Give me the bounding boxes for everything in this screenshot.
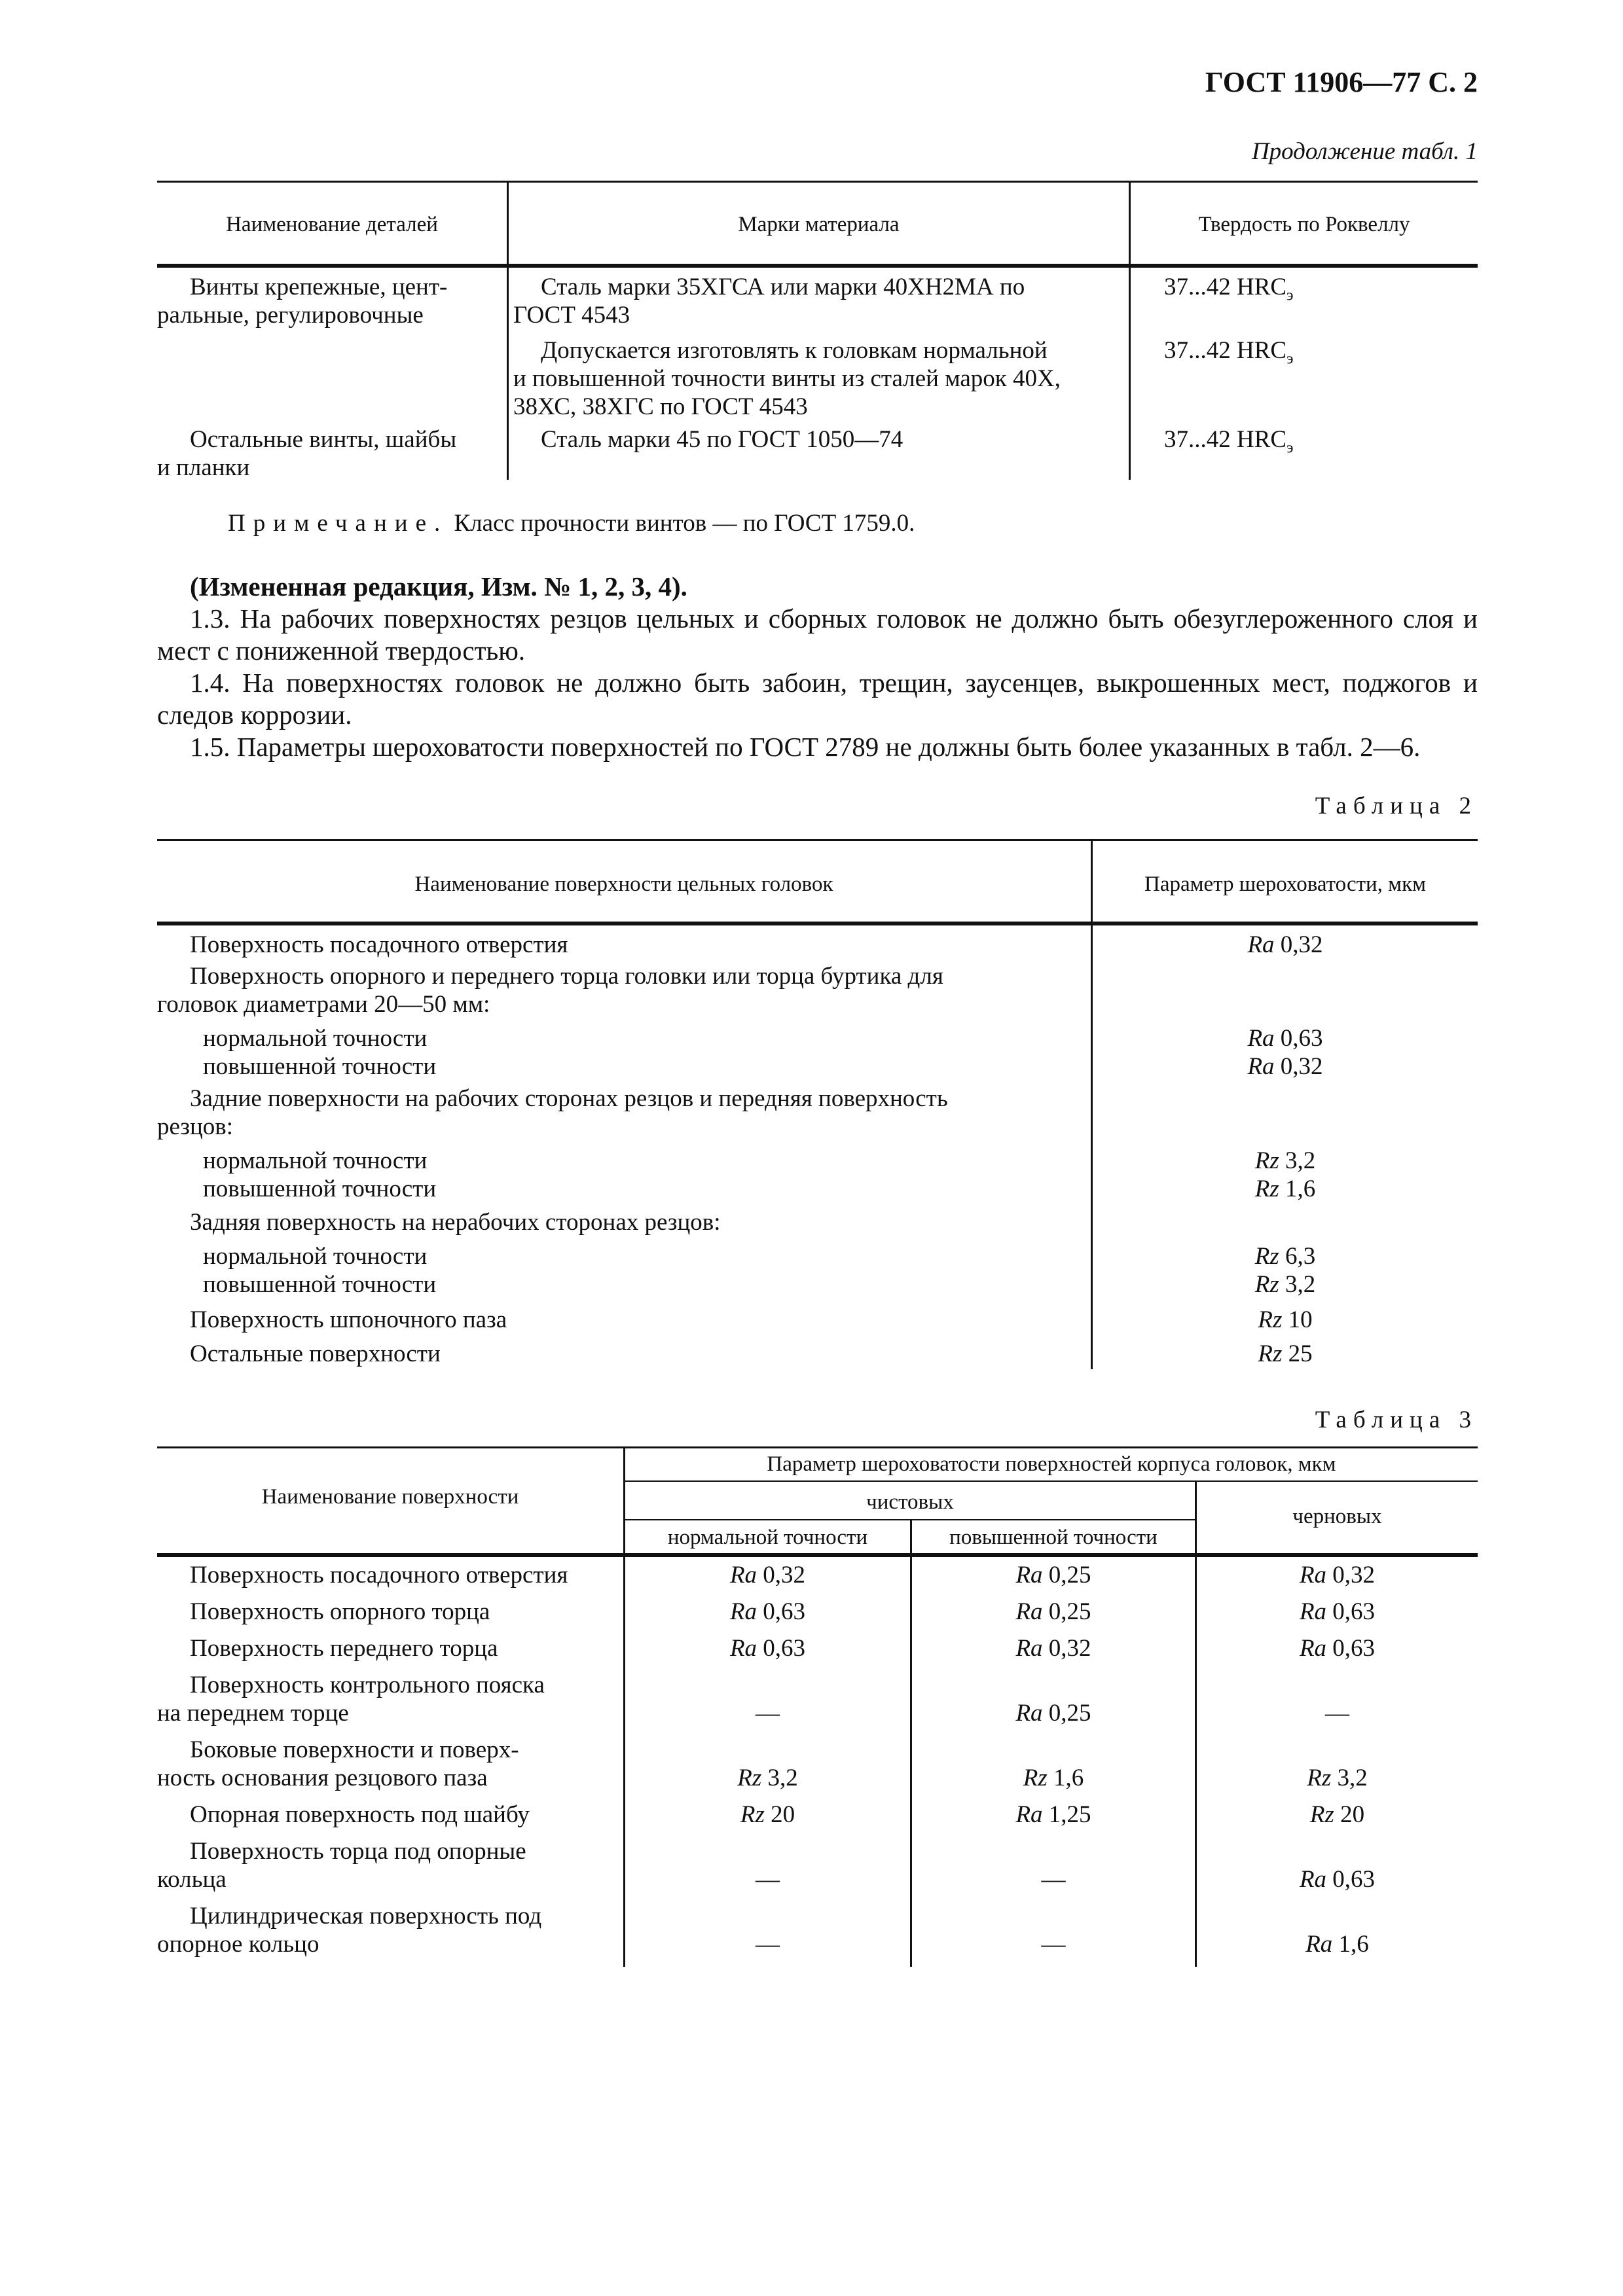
table-1-hardness: 37...42 $HRC_э$ bbox=[1164, 274, 1294, 304]
table-3-value-high: Rz 1,6 bbox=[1023, 1765, 1084, 1791]
table-2-surface-name: Задние поверхности на рабочих сторонах резцов и передняя поверхность bbox=[190, 1085, 948, 1112]
table-3-value-normal: Ra 0,63 bbox=[729, 1598, 806, 1625]
note-label: Примечание. bbox=[228, 510, 448, 537]
table-1-top-rule bbox=[157, 181, 1478, 183]
table-3-value-high: — bbox=[1041, 1866, 1066, 1893]
table-3-value-rough: — bbox=[1325, 1700, 1349, 1727]
table-1-material: Сталь марки 35ХГСА или марки 40ХН2МА по bbox=[541, 274, 1025, 300]
table-2-surface-name: резцов: bbox=[157, 1113, 234, 1140]
table-3-value-normal: Ra 0,63 bbox=[729, 1635, 806, 1662]
table-3-surface-name: кольца bbox=[157, 1866, 227, 1893]
table-3-value-normal: Rz 20 bbox=[740, 1801, 795, 1828]
table-3-top-rule bbox=[157, 1446, 1478, 1448]
table-3-column-header: нормальной точности bbox=[667, 1526, 868, 1549]
table-1-column-header: Наименование деталей bbox=[226, 213, 438, 236]
table-3-value-normal: — bbox=[756, 1700, 780, 1727]
table-3-value-high: Ra 0,32 bbox=[1015, 1635, 1091, 1662]
table-3-header-rule bbox=[157, 1553, 1478, 1557]
table-2-roughness: Ra 0,63 bbox=[1247, 1025, 1323, 1052]
table-1-part-name: ральные, регулировочные bbox=[157, 302, 424, 329]
table-3-value-high: Ra 0,25 bbox=[1015, 1598, 1091, 1625]
table-1-material: 38ХС, 38ХГС по ГОСТ 4543 bbox=[513, 393, 808, 420]
table-3-surface-name: Поверхность контрольного пояска bbox=[190, 1672, 545, 1698]
clause-1-5: 1.5. Параметры шероховатости поверхностей по ГОСТ 2789 не должны быть более указанных в табл. 2—6. bbox=[190, 732, 1421, 762]
table-1-header-rule bbox=[157, 264, 1478, 268]
table-2-top-rule bbox=[157, 839, 1478, 841]
table-2-surface-name: Поверхность опорного и переднего торца головки или торца буртика для bbox=[190, 963, 943, 990]
table-2-caption: Таблица 2 bbox=[1315, 793, 1478, 819]
table-3-value-high: — bbox=[1041, 1931, 1066, 1958]
table-3-surface-name: на переднем торце bbox=[157, 1700, 349, 1727]
table-3-surface-name: Поверхность торца под опорные bbox=[190, 1838, 526, 1865]
table-2-roughness: Rz 10 bbox=[1258, 1306, 1313, 1333]
table-2-surface-name: повышенной точности bbox=[203, 1053, 437, 1080]
table-1-material: Допускается изготовлять к головкам нормальной bbox=[541, 337, 1048, 364]
table-1-part-name: Винты крепежные, цент- bbox=[190, 274, 448, 300]
table-2-roughness: Rz 3,2 bbox=[1254, 1271, 1316, 1298]
document-reference: ГОСТ 11906—77 С. 2 bbox=[1205, 66, 1478, 98]
table-2-header-rule bbox=[157, 922, 1478, 925]
table-2-roughness: Ra 0,32 bbox=[1247, 931, 1323, 958]
table-3-value-rough: Ra 1,6 bbox=[1305, 1931, 1369, 1958]
table-2-surface-name: Поверхность посадочного отверстия bbox=[190, 931, 568, 958]
table-1-column-header: Марки материала bbox=[738, 213, 900, 236]
table-3-value-high: Ra 0,25 bbox=[1015, 1700, 1091, 1727]
table-3-surface-name: опорное кольцо bbox=[157, 1931, 319, 1958]
table-3-surface-name: Поверхность переднего торца bbox=[190, 1635, 498, 1662]
table-3-column-header: Наименование поверхности bbox=[261, 1485, 519, 1509]
table-3-surface-name: ность основания резцового паза bbox=[157, 1765, 488, 1791]
table-continuation-label: Продолжение табл. 1 bbox=[1251, 138, 1478, 165]
table-3-surface-name: Цилиндрическая поверхность под bbox=[190, 1903, 542, 1929]
table-3-value-rough: Rz 20 bbox=[1309, 1801, 1365, 1828]
table-3-value-high: Ra 0,25 bbox=[1015, 1562, 1091, 1588]
table-3-value-rough: Ra 0,32 bbox=[1299, 1562, 1376, 1588]
table-2-roughness: Rz 6,3 bbox=[1254, 1243, 1316, 1270]
table-1-column-header: Твердость по Роквеллу bbox=[1198, 213, 1410, 236]
table-2-roughness: Ra 0,32 bbox=[1247, 1053, 1323, 1080]
table-2-roughness: Rz 3,2 bbox=[1254, 1147, 1316, 1174]
table-3-column-header: повышенной точности bbox=[949, 1526, 1158, 1549]
table-1-material: ГОСТ 4543 bbox=[513, 302, 630, 329]
table-3-value-rough: Ra 0,63 bbox=[1299, 1635, 1376, 1662]
table-3-value-normal: Ra 0,32 bbox=[729, 1562, 806, 1588]
table-3-surface-name: Поверхность посадочного отверстия bbox=[190, 1562, 568, 1588]
table-1-material: и повышенной точности винты из сталей марок 40Х, bbox=[513, 365, 1061, 392]
table-3-column-header: Параметр шероховатости поверхностей корпуса головок, мкм bbox=[767, 1452, 1336, 1476]
table-3-surface-name: Поверхность опорного торца bbox=[190, 1598, 490, 1625]
table-2-surface-name: повышенной точности bbox=[203, 1271, 437, 1298]
table-3-column-header: чистовых bbox=[866, 1490, 954, 1514]
table-3-value-high: Ra 1,25 bbox=[1015, 1801, 1091, 1828]
table-3-group-rule bbox=[625, 1480, 1478, 1482]
clause-1-3: 1.3. На рабочих поверхностях резцов цельных и сборных головок не должно быть обезуглероженного слоя и мест с пониженной твердостью. bbox=[157, 603, 1478, 666]
table-2-roughness: Rz 25 bbox=[1258, 1340, 1313, 1367]
table-2-surface-name: Остальные поверхности bbox=[190, 1340, 441, 1367]
clause-1-4: 1.4. На поверхностях головок не должно быть забоин, трещин, заусенцев, выкрошенных мест, поджогов и следов коррозии. bbox=[157, 668, 1478, 730]
revision-note: (Измененная редакция, Изм. № 1, 2, 3, 4). bbox=[190, 571, 687, 601]
table-2-column-header: Параметр шероховатости, мкм bbox=[1144, 872, 1426, 896]
table-1-note bbox=[228, 509, 915, 537]
table-3-value-normal: — bbox=[756, 1931, 780, 1958]
table-3-value-rough: Ra 0,63 bbox=[1299, 1866, 1376, 1893]
note-text: Класс прочности винтов — по ГОСТ 1759.0. bbox=[454, 510, 915, 537]
table-1-part-name: и планки bbox=[157, 454, 250, 481]
table-2-column-header: Наименование поверхности цельных головок bbox=[414, 872, 833, 896]
table-1-hardness: 37...42 $HRC_э$ bbox=[1164, 426, 1294, 457]
table-2-surface-name: нормальной точности bbox=[203, 1243, 428, 1270]
table-2-roughness: Rz 1,6 bbox=[1254, 1175, 1316, 1202]
table-3-value-rough: Rz 3,2 bbox=[1307, 1765, 1368, 1791]
table-3-surface-name: Опорная поверхность под шайбу bbox=[190, 1801, 530, 1828]
table-3-value-normal: — bbox=[756, 1866, 780, 1893]
table-1-hardness: 37...42 $HRC_э$ bbox=[1164, 337, 1294, 368]
table-2-surface-name: Задняя поверхность на нерабочих сторонах резцов: bbox=[190, 1209, 721, 1236]
table-2-surface-name: повышенной точности bbox=[203, 1175, 437, 1202]
table-2-surface-name: нормальной точности bbox=[203, 1147, 428, 1174]
table-1-part-name: Остальные винты, шайбы bbox=[190, 426, 457, 453]
table-3-caption: Таблица 3 bbox=[1315, 1407, 1478, 1433]
table-3-value-normal: Rz 3,2 bbox=[737, 1765, 798, 1791]
table-2-surface-name: нормальной точности bbox=[203, 1025, 428, 1052]
table-2-surface-name: головок диаметрами 20—50 мм: bbox=[157, 991, 490, 1018]
table-3-column-header: черновых bbox=[1292, 1505, 1382, 1528]
table-1-material: Сталь марки 45 по ГОСТ 1050—74 bbox=[541, 426, 903, 453]
table-3-surface-name: Боковые поверхности и поверх- bbox=[190, 1736, 519, 1763]
table-3-value-rough: Ra 0,63 bbox=[1299, 1598, 1376, 1625]
table-2-surface-name: Поверхность шпоночного паза bbox=[190, 1306, 507, 1333]
